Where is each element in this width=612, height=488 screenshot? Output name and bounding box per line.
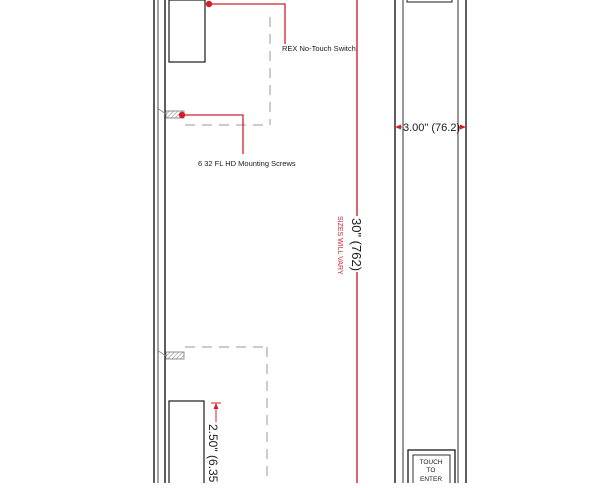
mounting-screws-leader (179, 112, 243, 154)
lower-housing (169, 401, 204, 483)
touch-button-line3: ENTER (419, 476, 443, 483)
height-dimension-note: SIZES WILL VARY (336, 216, 343, 275)
offset-dimension (211, 403, 221, 422)
offset-dimension-label: 2.50" (6.35) (206, 424, 220, 483)
height-dimension-label: 30" (762) (349, 218, 364, 272)
rex-switch-leader (206, 1, 285, 44)
plate-top-lip (407, 0, 452, 2)
mounting-screw-lower (157, 350, 184, 359)
touch-to-enter-button (408, 450, 455, 483)
rex-switch-housing (169, 0, 205, 62)
rex-switch-label: REX No-Touch Switch (282, 44, 356, 53)
touch-button-line2: TO (426, 467, 436, 474)
access-plate (395, 0, 466, 483)
width-dimension-label: 3.00" (76.2) (403, 122, 461, 134)
wall-frame (154, 0, 165, 483)
touch-button-line1: TOUCH (419, 459, 443, 466)
mounting-screws-label: 6 32 FL HD Mounting Screws (198, 159, 296, 168)
